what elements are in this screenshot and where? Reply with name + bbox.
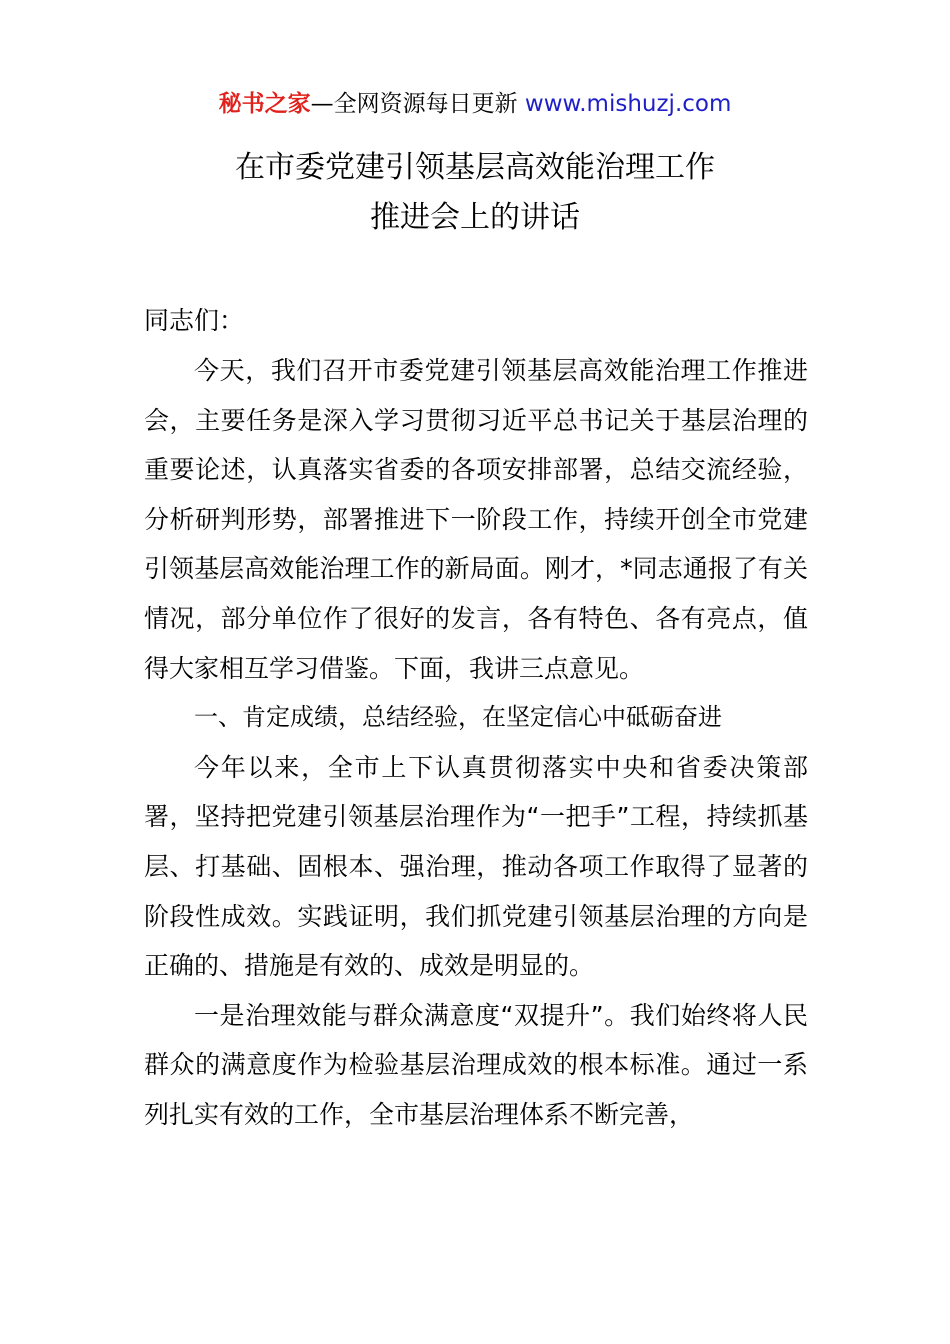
site-url-link[interactable]: www.mishuzj.com: [524, 91, 732, 117]
header-tagline: —全网资源每日更新: [310, 91, 525, 117]
brand-name: 秘书之家: [218, 91, 311, 117]
paragraph-achievements: 今年以来，全市上下认真贯彻落实中央和省委决策部署，坚持把党建引领基层治理作为“一把手”工程，持续抓基层、打基础、固根本、强治理，推动各项工作取得了显著的阶段性成效。实践证明，我们抓党建引领基层治理的方向是正确的、措施是有效的、成效是明显的。: [144, 752, 808, 981]
paragraph-intro: 今天，我们召开市委党建引领基层高效能治理工作推进会，主要任务是深入学习贯彻习近平总书记关于基层治理的重要论述，认真落实省委的各项安排部署，总结交流经验，分析研判形势，部署推进下一阶段工作，持续开创全市党建引领基层高效能治理工作的新局面。刚才，*同志通报了有关情况，部分单位作了很好的发言，各有特色、各有亮点，值得大家相互学习借鉴。下面，我讲三点意见。: [144, 356, 808, 683]
salutation: 同志们：: [144, 306, 245, 335]
document-body: [144, 346, 808, 1140]
site-header: [0, 86, 950, 122]
paragraph-point-one: 一是治理效能与群众满意度“双提升”。我们始终将人民群众的满意度作为检验基层治理成效的根本标准。通过一系列扎实有效的工作，全市基层治理体系不断完善，: [144, 1000, 808, 1129]
document-title-line-2: 推进会上的讲话: [370, 200, 580, 235]
section-heading-1: 一、肯定成绩，总结经验，在坚定信心中砥砺奋进: [194, 703, 722, 732]
document-title-line-1: 在市委党建引领基层高效能治理工作: [235, 150, 715, 185]
